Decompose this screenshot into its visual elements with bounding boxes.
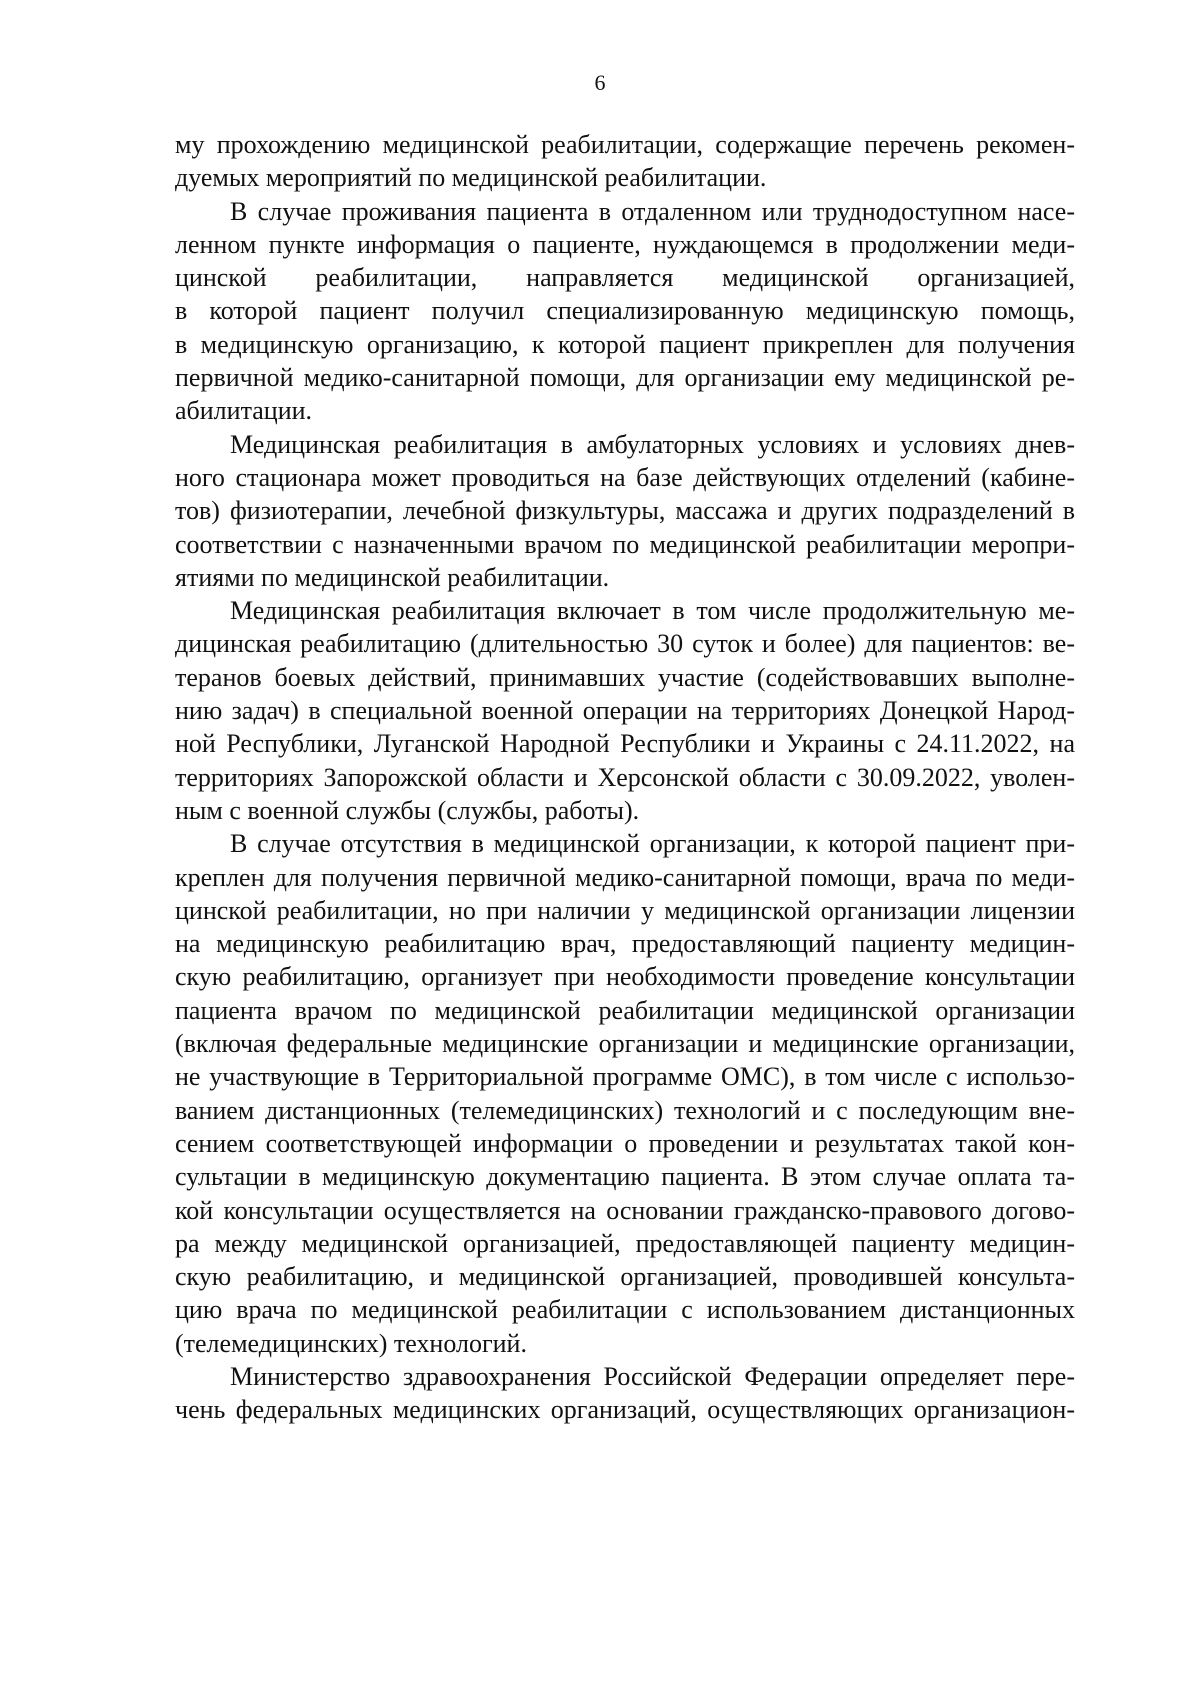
text-line: абилитации. bbox=[175, 396, 313, 426]
text-line: Медицинская реабилитация в амбулаторных условиях и условиях днев- bbox=[230, 429, 1075, 459]
text-line: не участвующие в Территориальной программе ОМС), в том числе с использо- bbox=[175, 1062, 1075, 1092]
text-line: дицинская реабилитацию (длительностью 30 суток и более) для пациентов: ве- bbox=[175, 629, 1075, 659]
text-line: ной Республики, Луганской Народной Республики и Украины с 24.11.2022, на bbox=[175, 729, 1075, 759]
text-line: первичной медико-санитарной помощи, для организации ему медицинской ре- bbox=[175, 363, 1075, 393]
text-line: сением соответствующей информации о проведении и результатах такой кон- bbox=[175, 1128, 1075, 1158]
text-line: му прохождению медицинской реабилитации, содержащие перечень рекомен- bbox=[175, 130, 1075, 159]
text-line: цинской реабилитации, направляется медицинской организацией, bbox=[175, 263, 1075, 293]
text-line: цинской реабилитации, но при наличии у медицинской организации лицензии bbox=[175, 895, 1075, 925]
text-line: цию врача по медицинской реабилитации с использованием дистанционных bbox=[175, 1295, 1075, 1325]
text-line: скую реабилитацию, организует при необходимости проведение консультации bbox=[175, 962, 1075, 992]
page-number: 6 bbox=[594, 70, 606, 95]
text-line: Медицинская реабилитация включает в том числе продолжительную ме- bbox=[230, 596, 1075, 626]
text-line: В случае отсутствия в медицинской организации, к которой пациент при- bbox=[230, 829, 1075, 859]
text-line: ятиями по медицинской реабилитации. bbox=[175, 562, 610, 592]
text-line: пациента врачом по медицинской реабилитации медицинской организации bbox=[175, 995, 1075, 1025]
text-line: в которой пациент получил специализированную медицинскую помощь, bbox=[175, 296, 1075, 326]
text-line: В случае проживания пациента в отдаленном или труднодоступном насе- bbox=[230, 196, 1075, 226]
text-line: ванием дистанционных (телемедицинских) технологий и с последующим вне- bbox=[175, 1095, 1075, 1125]
text-line: (телемедицинских) технологий. bbox=[175, 1328, 527, 1358]
text-line: теранов боевых действий, принимавших участие (содействовавших выполне- bbox=[175, 662, 1075, 692]
text-line: на медицинскую реабилитацию врач, предоставляющий пациенту медицин- bbox=[175, 929, 1075, 959]
text-line: сультации в медицинскую документацию пациента. В этом случае оплата та- bbox=[175, 1162, 1075, 1192]
text-line: нию задач) в специальной военной операции на территориях Донецкой Народ- bbox=[175, 696, 1075, 726]
text-line: ра между медицинской организацией, предоставляющей пациенту медицин- bbox=[175, 1228, 1075, 1258]
text-line: ным с военной службы (службы, работы). bbox=[175, 795, 640, 825]
text-line: тов) физиотерапии, лечебной физкультуры, массажа и других подразделений в bbox=[175, 496, 1075, 526]
text-line: креплен для получения первичной медико-санитарной помощи, врача по меди- bbox=[175, 862, 1075, 892]
text-line: скую реабилитацию, и медицинской организацией, проводившей консульта- bbox=[175, 1262, 1075, 1292]
document-body bbox=[175, 128, 1075, 1427]
text-line: чень федеральных медицинских организаций, осуществляющих организацион- bbox=[175, 1395, 1075, 1425]
text-line: ного стационара может проводиться на базе действующих отделений (кабине- bbox=[175, 462, 1075, 492]
text-line: в медицинскую организацию, к которой пациент прикреплен для получения bbox=[175, 329, 1075, 359]
text-line: ленном пункте информация о пациенте, нуждающемся в продолжении меди- bbox=[175, 229, 1075, 259]
text-line: (включая федеральные медицинские организации и медицинские организации, bbox=[175, 1029, 1075, 1059]
text-line: соответствии с назначенными врачом по медицинской реабилитации меропри- bbox=[175, 529, 1075, 559]
text-line: Министерство здравоохранения Российской Федерации определяет пере- bbox=[230, 1361, 1075, 1391]
text-line: территориях Запорожской области и Херсонской области с 30.09.2022, уволен- bbox=[175, 762, 1075, 792]
text-line: кой консультации осуществляется на основании гражданско-правового догово- bbox=[175, 1195, 1075, 1225]
text-line: дуемых мероприятий по медицинской реабилитации. bbox=[175, 163, 767, 193]
